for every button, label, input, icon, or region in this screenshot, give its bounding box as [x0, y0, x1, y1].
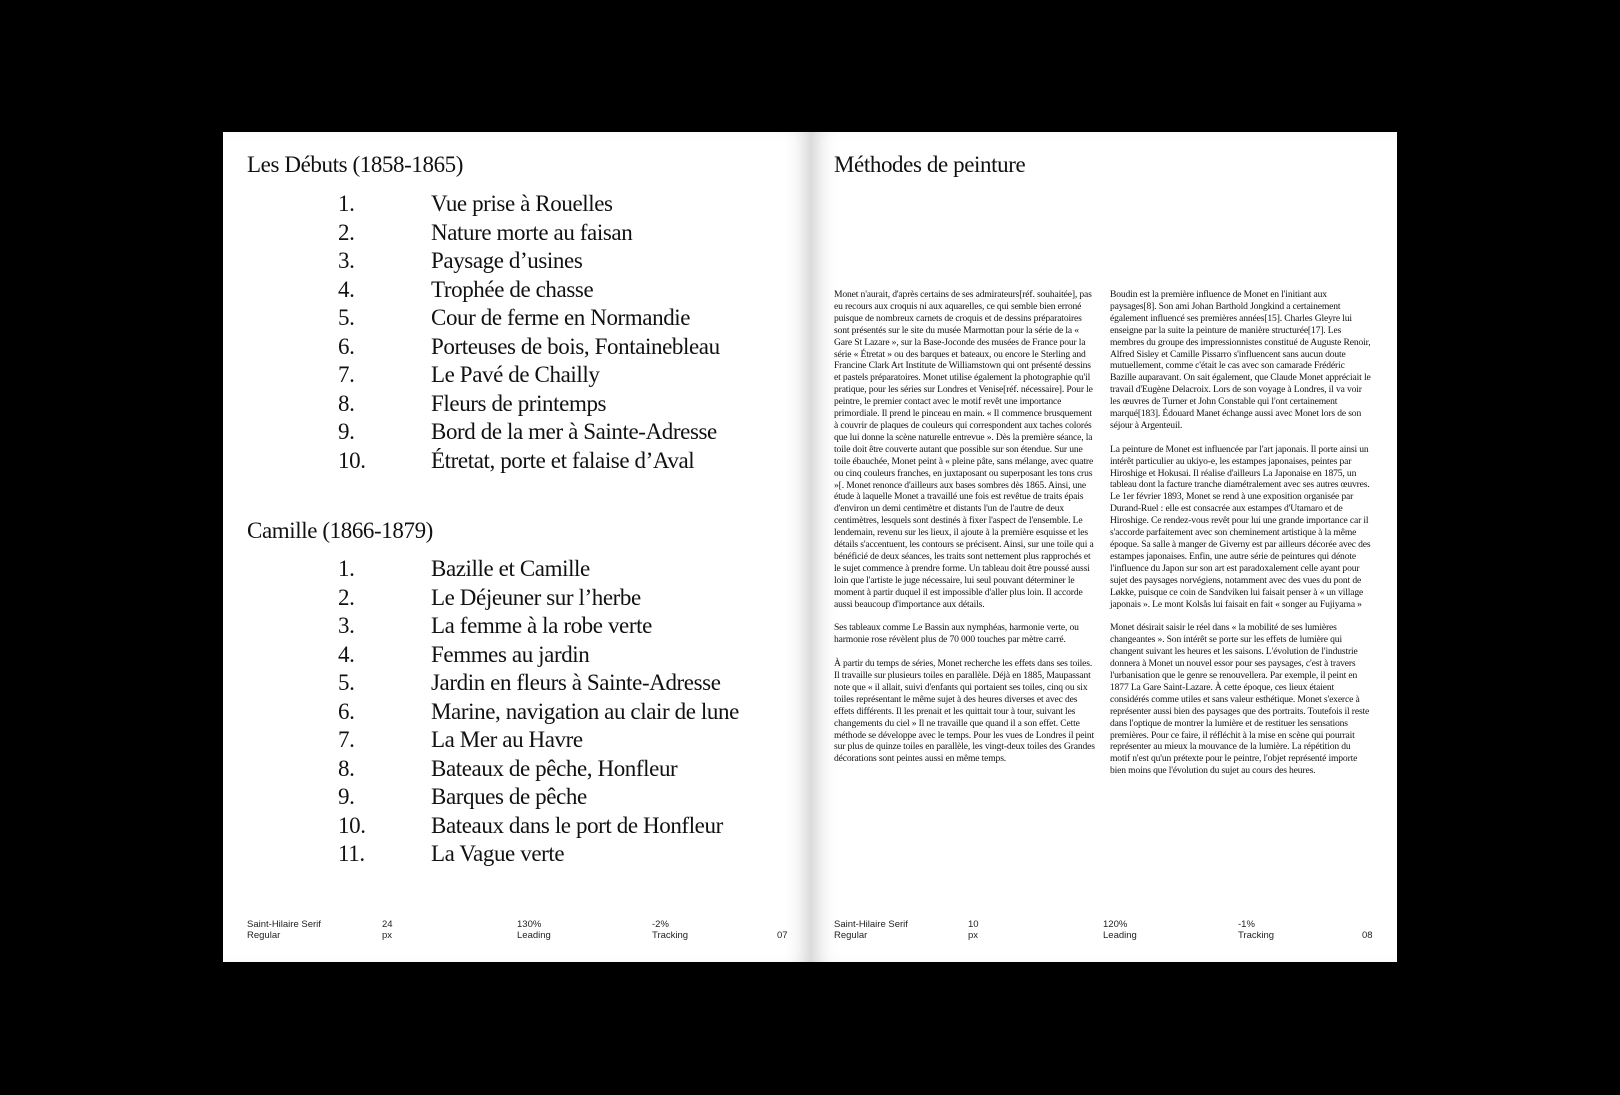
footer-font — [834, 919, 908, 941]
body-paragraph: À partir du temps de séries, Monet recherche les effets dans ses toiles. Il travaille sur plusieurs toiles en parallèle. Déjà en 1885, Maupassant note que « il allait, suivi d'enfants qui portaient ses toiles, cinq ou six toiles représentant le même sujet à des heures diverses et avec des effets différents. Il les prenait et les quittait tour à tour, suivant les changements du ciel » Il ne travaille que quand il a son effet. Cette méthode se développe avec le temps. Pour les vues de Londres il peint sur plus de quinze toiles en parallèle, les vingt-deux toiles des Grandes décorations sont peintes aussi en même temps. — [834, 658, 1095, 765]
list-item-title: La Mer au Havre — [431, 727, 583, 752]
list-item-number: 5. — [338, 305, 355, 330]
list-item-title: Marine, navigation au clair de lune — [431, 698, 739, 724]
footer-tracking-label: Tracking — [652, 930, 689, 941]
list-item-number: 3. — [338, 248, 355, 273]
list-item-number: 10. — [338, 447, 366, 473]
list-item-title: Jardin en fleurs à Sainte-Adresse — [431, 670, 721, 695]
list-item-title: Cour de ferme en Normandie — [431, 305, 691, 330]
list-item-title: Le Déjeuner sur l’herbe — [431, 584, 641, 610]
footer-tracking — [652, 919, 688, 941]
list-item-title: Paysage d’usines — [431, 248, 583, 273]
section-title-camille: Camille (1866-1879) — [247, 518, 433, 543]
list-item-number: 4. — [338, 276, 355, 302]
footer-font-style: Regular — [834, 930, 868, 941]
list-item-number: 8. — [338, 390, 355, 416]
body-paragraph: La peinture de Monet est influencée par l'art japonais. Il porte ainsi un intérêt particulier au ukiyo-e, les estampes japonaises, peintes par Hiroshige et Hokusai. Il réalise d'ailleurs La Japonaise en 1875, un tableau dont la facture tranche diamétralement avec ses autres œuvres. Le 1er février 1893, Monet se rend à une exposition organisée par Durand-Ruel : elle est consacrée aux estampes d'Utamaro et de Hiroshige. Ce rendez-vous revêt pour lui une grande importance car il s'accorde parfaitement avec son cheminement artistique à la même époque. Sa salle à manger de Giverny est par ailleurs décorée avec des estampes japonaises. Enfin, une autre série de peintures qui dénote l'influence du Japon sur son art est paradoxalement celle ayant pour sujet des paysages norvégiens, notamment avec des vues du pont de Løkke, puisque ce coin de Sandviken lui faisait penser à « un village japonais ». Le mont Kolsås lui faisait en fait « songer au Fujiyama » — [1110, 443, 1371, 610]
page-title: Méthodes de peinture — [834, 152, 1026, 177]
list-item-title: Barques de pêche — [431, 784, 587, 809]
list-item-title: Vue prise à Rouelles — [431, 191, 613, 216]
footer-font-name: Saint-Hilaire Serif — [834, 919, 908, 930]
list-item-title: La femme à la robe verte — [431, 613, 652, 638]
list-item-number: 10. — [338, 812, 366, 838]
list-item-title: Trophée de chasse — [431, 276, 594, 302]
list-item-number: 2. — [338, 219, 355, 245]
footer-size-value: 24 — [382, 919, 393, 930]
list-item-number: 9. — [338, 784, 355, 809]
list-item-title: Porteuses de bois, Fontainebleau — [431, 333, 720, 359]
body-paragraph: Monet désirait saisir le réel dans « la mobilité de ses lumières changeantes ». Son intérêt se porte sur les effets de lumière qui changent suivant les heures et les saisons. L'évolution de l'industrie donnera à Monet un nouvel essor pour ses paysages, c'est à travers l'urbanisation que le genre se renouvellera. Par exemple, il peint en 1877 La Gare Saint-Lazare. À cette époque, ces lieux étaient considérés comme utiles et sans valeur esthétique. Monet s'exerce à représenter aussi bien des paysages que des portraits. Toutefois il reste dans l'optique de montrer la lumière et de restituer les sensations premières. Pour ce faire, il réfléchit à la mise en scène qui pourrait représenter au mieux la mouvance de la lumière. La répétition du motif n'est qu'un prétexte pour le peintre, l'objet représenté importe bien moins que l'évolution du sujet au cours des heures. — [1110, 622, 1370, 777]
list-item-number: 4. — [338, 641, 355, 667]
footer-leading — [517, 919, 551, 941]
page-number: 08 — [1362, 930, 1373, 941]
footer-font-style: Regular — [247, 930, 281, 941]
list-item-number: 9. — [338, 419, 355, 444]
list-item-number: 6. — [338, 698, 355, 724]
footer-size-value: 10 — [968, 919, 979, 930]
footer-leading — [1103, 919, 1137, 941]
footer-leading-label: Leading — [517, 930, 551, 941]
list-item-title: La Vague verte — [431, 841, 565, 866]
footer-tracking-value: -1% — [1238, 919, 1255, 930]
list-item-number: 3. — [338, 613, 355, 638]
list-item-title: Bazille et Camille — [431, 556, 590, 581]
list-item-number: 8. — [338, 755, 355, 781]
text-column-right — [1110, 289, 1372, 789]
footer-size-unit: px — [382, 930, 393, 941]
list-item-number: 7. — [338, 362, 355, 387]
list-item-number: 2. — [338, 584, 355, 610]
list-item-number: 6. — [338, 333, 355, 359]
page-number: 07 — [777, 930, 788, 941]
footer-size — [968, 919, 979, 941]
footer-leading-value: 120% — [1103, 919, 1128, 930]
list-item-title: Bateaux de pêche, Honfleur — [431, 755, 678, 781]
list-item-number: 1. — [338, 556, 355, 581]
list-item-title: Bord de la mer à Sainte-Adresse — [431, 419, 717, 444]
footer-font — [247, 919, 321, 941]
left-page — [223, 132, 811, 962]
list-item-number: 11. — [338, 841, 365, 866]
section-title-debuts: Les Débuts (1858-1865) — [247, 152, 464, 177]
list-item-title: Fleurs de printemps — [431, 390, 607, 416]
footer-size-unit: px — [968, 930, 979, 941]
footer-leading-label: Leading — [1103, 930, 1137, 941]
list-item-title: Femmes au jardin — [431, 641, 590, 667]
list-item-title: Nature morte au faisan — [431, 219, 633, 245]
footer-tracking-value: -2% — [652, 919, 669, 930]
body-paragraph: Boudin est la première influence de Monet en l'initiant aux paysages[8]. Son ami Johan Barthold Jongkind a certainement également influencé ses premières années[15]. Charles Gleyre lui enseigne par la suite la peinture de manière structurée[17]. Les membres du groupe des impressionnistes constitué de Auguste Renoir, Alfred Sisley et Camille Pissarro s'influencent sans aucun doute mutuellement, comme c'était le cas avec son camarade Frédéric Bazille auparavant. On sait également, que Claude Monet appréciait le travail d'Eugène Delacroix. Lors de son voyage à Londres, il va voir les œuvres de Turner et John Constable qui l'ont certainement marqué[183]. Édouard Manet échange aussi avec Monet lors de son séjour à Argenteuil. — [1110, 289, 1371, 431]
list-item-number: 5. — [338, 670, 355, 695]
footer-size — [382, 919, 393, 941]
list-item-number: 7. — [338, 727, 355, 752]
footer-tracking — [1238, 919, 1274, 941]
body-paragraph: Ses tableaux comme Le Bassin aux nymphéas, harmonie verte, ou harmonie rose révèlent plus de 70 000 touches par mètre carré. — [834, 622, 1079, 646]
list-item-title: Le Pavé de Chailly — [431, 362, 600, 387]
footer-leading-value: 130% — [517, 919, 542, 930]
list-item-title: Bateaux dans le port de Honfleur — [431, 812, 723, 838]
body-paragraph: Monet n'aurait, d'après certains de ses admirateurs[réf. souhaitée], pas eu recours aux croquis ni aux aquarelles, ce qui semble bien erroné puisque de nombreux carnets de croquis et de dessins préparatoires sont présentés sur le site du musée Marmottan pour la série de la « Gare St Lazare », sur la Base-Joconde des musées de France pour la série « Étretat » ou des barques et bateaux, ou encore le Sterling and Francine Clark Art Institute de Williamstown qui ont présenté dessins et pastels préparatoires. Monet utilise également la photographie qu'il pratique, pour les séries sur Londres et Venise[réf. nécessaire]. Pour le peintre, le premier contact avec le motif revêt une importance primordiale. Il prend le pinceau en main. « Il commence brusquement à couvrir de plaques de couleurs qui correspondent aux taches colorés que lui donne la scène naturelle entrevue ». Dès la première séance, la toile doit être couverte autant que possible sur son étendue. Sur une toile ébauchée, Monet peint à « pleine pâte, sans mélange, avec quatre ou cinq couleurs franches, en juxtaposant ou superposant les tons crus »[. Monet renonce d'ailleurs aux bases sombres dès 1865. Ainsi, une étude à laquelle Monet a travaillé une fois est revêtue de traits épais d'environ un demi centimètre et distants l'un de l'autre de deux centimètres, lesquels sont destinés à fixer l'aspect de l'ensemble. Le lendemain, revenu sur les lieux, il ajoute à la première esquisse et les détails s'accentuent, les contours se précisent. Ainsi, sur une toile qui a bénéficié de deux séances, les traits sont nettement plus rapprochés et le sujet commence à prendre forme. Un tableau doit être poussé aussi loin que l'artiste le juge nécessaire, lui seul pouvant déterminer le moment à partir duquel il est impossible d'aller plus loin. Il accorde aussi beaucoup d'importance aux détails. — [834, 289, 1094, 610]
footer-tracking-label: Tracking — [1238, 930, 1275, 941]
footer-font-name: Saint-Hilaire Serif — [247, 919, 321, 930]
list-item-title: Étretat, porte et falaise d’Aval — [431, 447, 695, 473]
list-item-number: 1. — [338, 191, 355, 216]
right-page — [811, 132, 1397, 962]
text-column-left — [834, 289, 1096, 777]
